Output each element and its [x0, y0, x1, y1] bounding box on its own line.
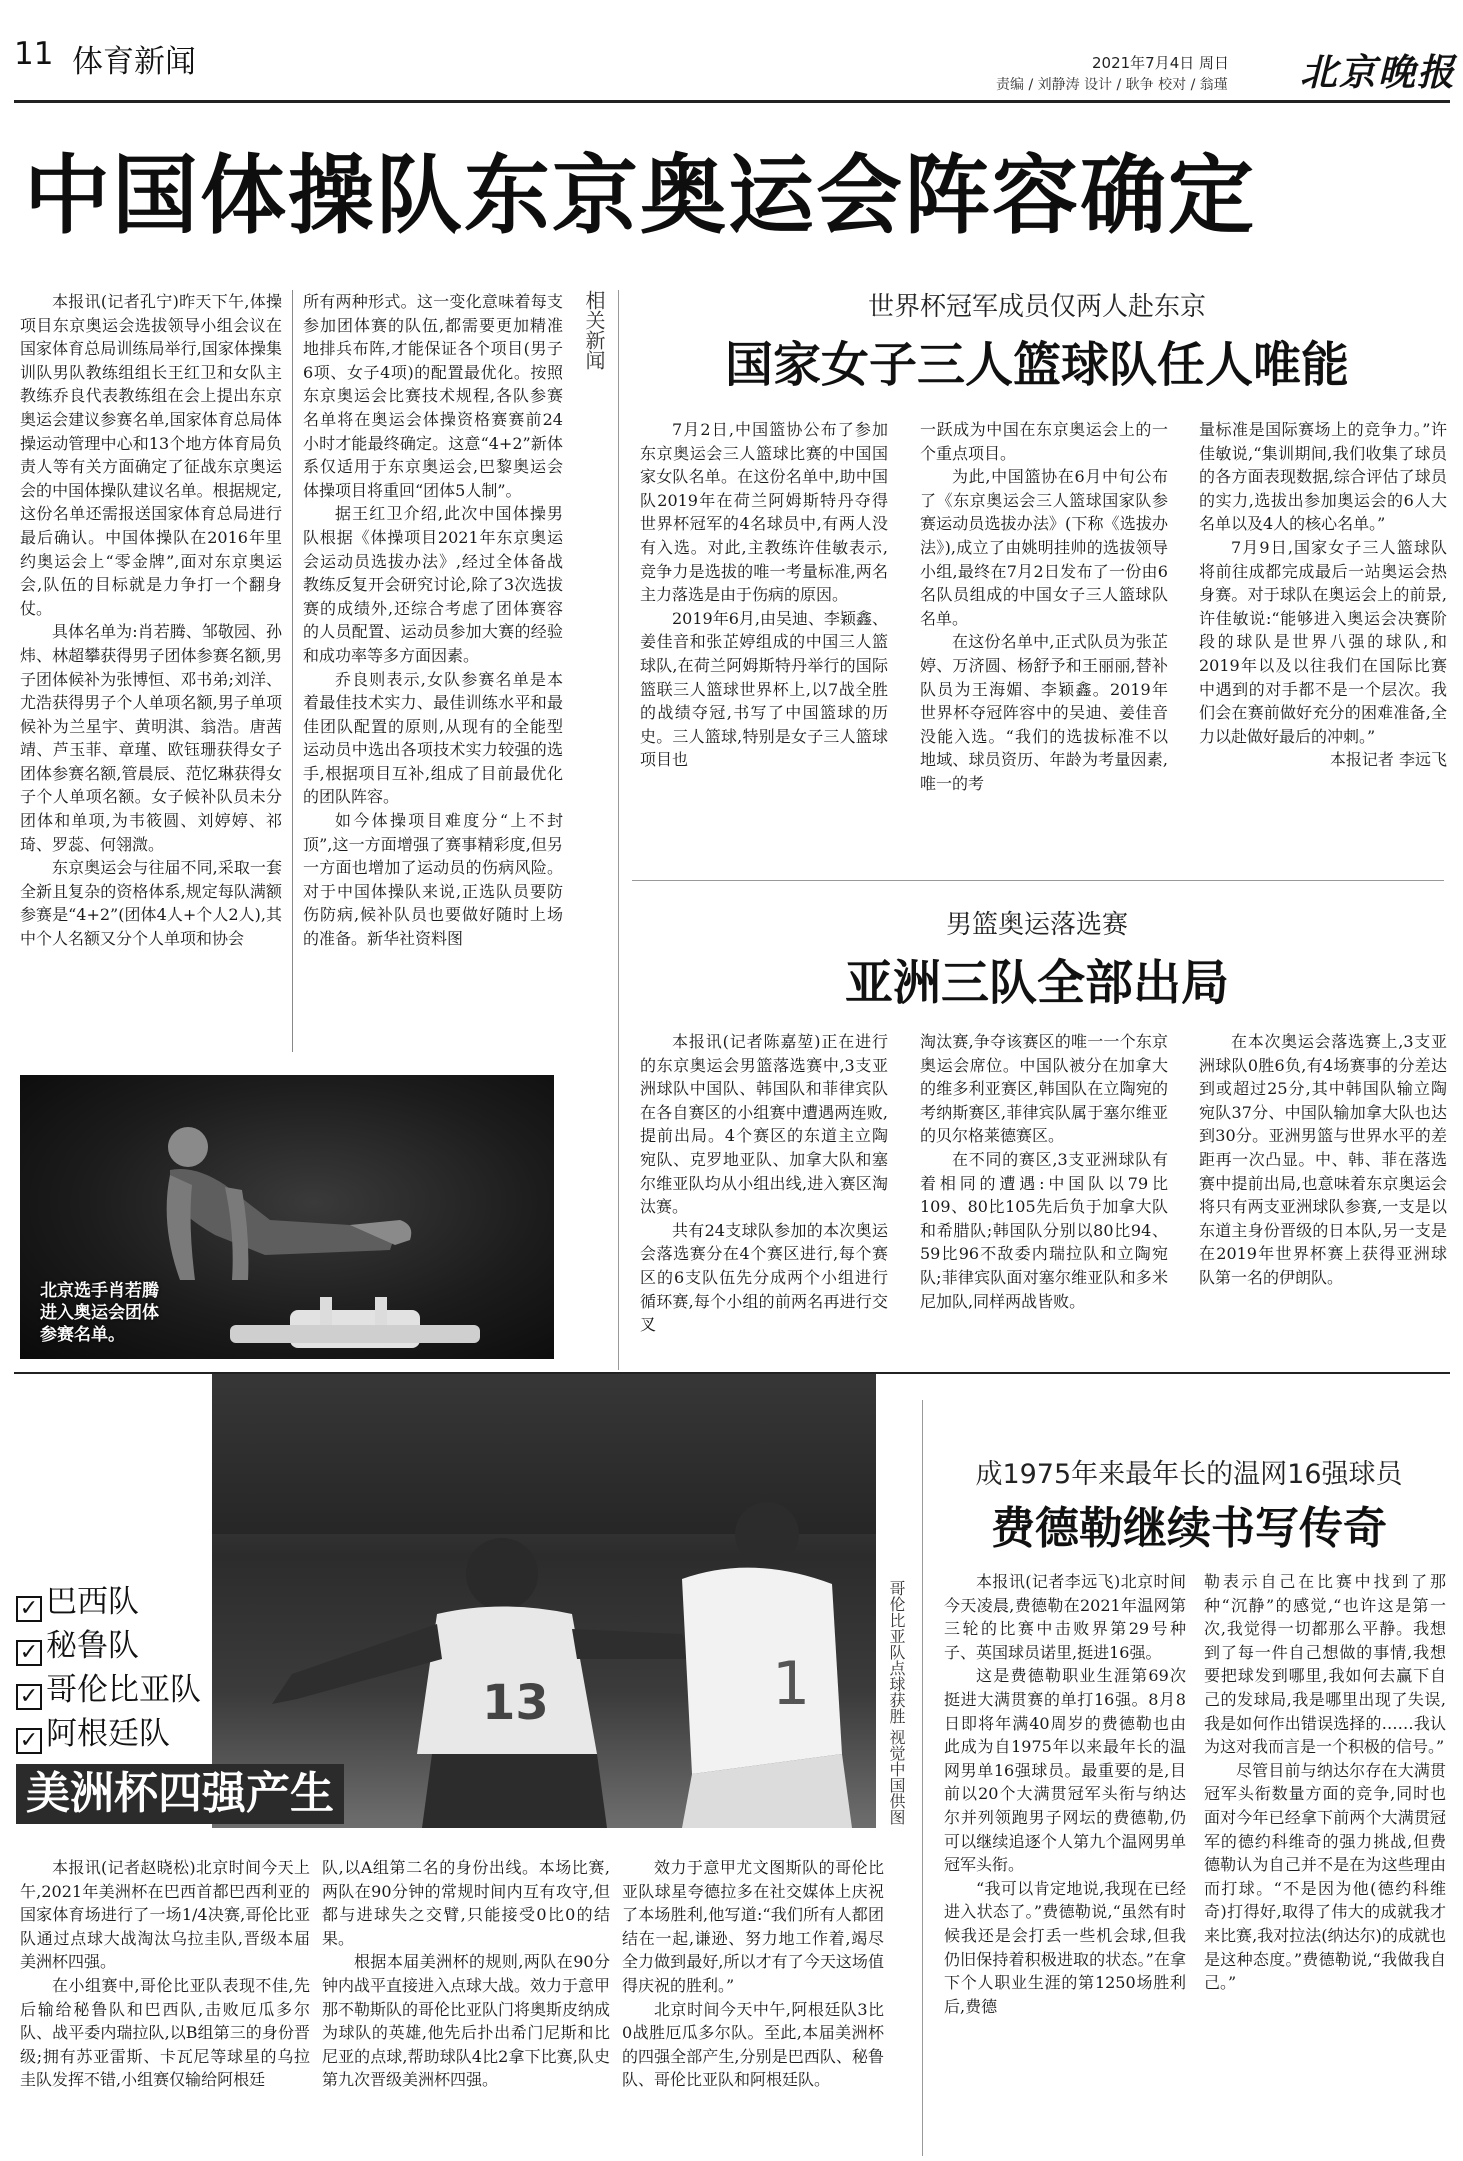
team-name: 秘鲁队	[46, 1628, 139, 1664]
basketball3-paragraph: 在这份名单中,正式队员为张芷婷、万济圆、杨舒予和王丽丽,替补队员为王海媚、李颖鑫。2019年世界杯夺冠阵容中的吴迪、姜佳音没能入选。“我们的选拔标准不以地域、球员资历、年龄为考量因素,唯一的考	[920, 632, 1168, 793]
related-divider	[618, 290, 619, 1370]
basketball3-headline: 国家女子三人篮球队任人唯能	[724, 337, 1349, 393]
lead-paragraph: 乔良则表示,女队参赛名单是本着最佳技术实力、最佳训练水平和最佳团队配置的原则,从现有的全能型运动员中选出各项技术实力较强的选手,根据项目互补,组成了目前最优化的团队阵容。	[303, 669, 563, 807]
mens-basket-paragraph: 在不同的赛区,3支亚洲球队有着相同的遭遇:中国队以79比109、80比105先后负于加拿大队和希腊队;韩国队分别以80比94、59比96不敌委内瑞拉队和立陶宛队;菲律宾队面对塞尔维亚队和多米尼加队,同样两战皆败。	[920, 1149, 1168, 1311]
credits-line: 责编 / 刘静涛 设计 / 耿争 校对 / 翁瑾	[996, 77, 1228, 93]
team-name: 哥伦比亚队	[46, 1672, 201, 1708]
mens-basket-column-3	[1199, 1030, 1447, 1360]
section-title: 体育新闻	[72, 44, 196, 80]
column-divider	[922, 1400, 923, 2156]
lead-column-1	[20, 290, 282, 1052]
federer-paragraph: 这是费德勒职业生涯第69次挺进大满贯赛的单打16强。8月8日即将年满40周岁的费德勒也由此成为自1975年以来最年长的温网男单16强球员。最重要的是,目前以20个大满贯冠军头衔与纳达尔并列领跑男子网坛的费德勒,仍可以继续追逐个人第九个温网男单冠军头衔。	[944, 1666, 1186, 1875]
mens-basket-paragraph: 本报讯(记者陈嘉堃)正在进行的东京奥运会男篮落选赛中,3支亚洲球队中国队、韩国队和菲律宾队在各自赛区的小组赛中遭遇两连败,提前出局。4个赛区的东道主立陶宛队、克罗地亚队、加拿大队和塞尔维亚队均从小组出线,进入赛区淘汰赛。	[640, 1032, 888, 1217]
section-rule	[632, 880, 1444, 881]
federer-paragraph: 勒表示自己在比赛中找到了那种“沉静”的感觉,“也许这是第一次,我觉得一切都那么平静。我想到了每一件自己想做的事情,我想要把球发到哪里,我如何去赢下自己的发球局,我是哪里出现了失误,我是如何作出错误选择的……我认为这对我而言是一个积极的信号。”	[1204, 1572, 1446, 1757]
mens-basket-paragraph: 在本次奥运会落选赛上,3支亚洲球队0胜6负,有4场赛事的分差达到或超过25分,其中韩国队输立陶宛队37分、中国队输加拿大队也达到30分。亚洲男篮与世界水平的差距再一次凸显。中、韩、菲在落选赛中提前出局,也意味着东京奥运会将只有两支亚洲球队参赛,一支是以东道主身份晋级的日本队,另一支是在2019年世界杯赛上获得亚洲球队第一名的伊朗队。	[1199, 1032, 1447, 1287]
checked-box-icon: ✓	[16, 1728, 42, 1754]
checkbox-item	[16, 1712, 201, 1756]
players-figure	[212, 1374, 876, 1828]
masthead-rule	[14, 100, 1450, 103]
team-name: 巴西队	[46, 1584, 139, 1620]
checked-box-icon: ✓	[16, 1596, 42, 1622]
federer-paragraph: “我可以肯定地说,我现在已经进入状态了。”费德勒说,“虽然有时候我还是会打丢一些机会球,但我仍旧保持着积极进取的状态。”在拿下个人职业生涯的第1250场胜利后,费德	[944, 1878, 1186, 2016]
mens-basket-column-2	[920, 1030, 1168, 1360]
copa-paragraph: 本报讯(记者赵晓松)北京时间今天上午,2021年美洲杯在巴西首都巴西利亚的国家体育场进行了一场1/4决赛,哥伦比亚队通过点球大战淘汰乌拉圭队,晋级本届美洲杯四强。	[20, 1858, 310, 1972]
lead-paragraph: 本报讯(记者孔宁)昨天下午,体操项目东京奥运会选拔领导小组会议在国家体育总局训练局举行,国家体操集训队男队教练组组长王红卫和女队主教练乔良代表教练组在会上提出东京奥运会建议参赛名单,国家体育总局体操运动管理中心和13个地方体育局负责人等有关方面确定了征战东京奥运会的中国体操队建议名单。根据规定,这份名单还需报送国家体育总局进行最后确认。中国体操队在2016年里约奥运会上“零金牌”,面对东京奥运会,队伍的目标就是力争打一个翻身仗。	[20, 292, 282, 618]
basketball3-byline: 本报记者 李远飞	[1329, 750, 1447, 770]
lead-paragraph: 东京奥运会与往届不同,采取一套全新且复杂的资格体系,规定每队满额参赛是“4+2”(团体4人+个人2人),其中个人名额又分个人单项和协会	[20, 858, 282, 949]
copa-paragraph: 根据本届美洲杯的规则,两队在90分钟内战平直接进入点球大战。效力于意甲那不勒斯队的哥伦比亚队门将奥斯皮纳成为球队的英雄,他先后扑出希门尼斯和比尼亚的点球,帮助球队4比2拿下比赛,队史第九次晋级美洲杯四强。	[322, 1952, 610, 2090]
federer-kicker: 成1975年来最年长的温网16强球员	[975, 1459, 1403, 1490]
basketball3-column-1	[640, 418, 888, 868]
mens-basket-column-1	[640, 1030, 888, 1360]
federer-headline: 费德勒继续书写传奇	[991, 1503, 1387, 1554]
basketball3-column-3	[1199, 418, 1447, 868]
checkbox-item	[16, 1668, 201, 1712]
federer-column-2	[1204, 1570, 1446, 2158]
federer-paragraph: 本报讯(记者李远飞)北京时间今天凌晨,费德勒在2021年温网第三轮的比赛中击败界第29号种子、英国球员诺里,挺进16强。	[944, 1572, 1186, 1662]
basketball3-kicker: 世界杯冠军成员仅两人赴东京	[867, 292, 1206, 322]
mens-basket-paragraph: 共有24支球队参加的本次奥运会落选赛分在4个赛区进行,每个赛区的6支队伍先分成两个小组进行循环赛,每个小组的前两名再进行交叉	[640, 1220, 888, 1335]
gymnast-photo-caption: 北京选手肖若腾进入奥运会团体参赛名单。	[40, 1281, 159, 1345]
basketball3-column-2	[920, 418, 1168, 868]
mens-basket-headline: 亚洲三队全部出局	[844, 955, 1229, 1011]
page-number: 11	[14, 36, 54, 72]
copa-column-3	[622, 1856, 884, 2156]
svg-text:1: 1	[772, 1649, 811, 1719]
basketball3-paragraph: 2019年6月,由吴迪、李颖鑫、姜佳音和张芷婷组成的中国三人篮球队,在荷兰阿姆斯特丹举行的国际篮联三人篮球世界杯上,以7战全胜的战绩夺冠,书写了中国篮球的历史。三人篮球,特别是女子三人篮球项目也	[640, 608, 888, 770]
lead-column-2	[303, 290, 563, 1052]
copa-column-1	[20, 1856, 310, 2156]
checked-box-icon: ✓	[16, 1640, 42, 1666]
related-news-label: 相关新闻	[582, 290, 606, 370]
copa-paragraph: 队,以A组第二名的身份出线。本场比赛,两队在90分钟的常规时间内互有攻守,但都与进球失之交臂,只能接受0比0的结果。	[322, 1858, 610, 1948]
checkbox-item	[16, 1580, 201, 1624]
basketball3-paragraph: 一跃成为中国在东京奥运会上的一个重点项目。	[920, 420, 1168, 463]
basketball3-paragraph: 为此,中国篮协在6月中旬公布了《东京奥运会三人篮球国家队参赛运动员选拔办法》(下称《选拔办法》),成立了由姚明挂帅的选拔领导小组,最终在7月2日发布了一份由6名队员组成的中国女子三人篮球队名单。	[920, 467, 1168, 628]
newspaper-logo: 北京晚报	[1300, 50, 1456, 94]
issue-date: 2021年7月4日 周日	[1092, 54, 1230, 72]
qualified-team-list	[16, 1580, 201, 1756]
checked-box-icon: ✓	[16, 1684, 42, 1710]
copa-paragraph: 在小组赛中,哥伦比亚队表现不佳,先后输给秘鲁队和巴西队,击败厄瓜多尔队、战平委内瑞拉队,以B组第三的身份晋级;拥有苏亚雷斯、卡瓦尼等球星的乌拉圭队发挥不错,小组赛仅输给阿根廷	[20, 1975, 310, 2090]
checkbox-item	[16, 1624, 201, 1668]
copa-paragraph: 北京时间今天中午,阿根廷队3比0战胜厄瓜多尔队。至此,本届美洲杯的四强全部产生,分别是巴西队、秘鲁队、哥伦比亚队和阿根廷队。	[622, 1999, 884, 2090]
copa-headline: 美洲杯四强产生	[16, 1764, 344, 1824]
federer-column-1	[944, 1570, 1186, 2158]
federer-paragraph: 尽管目前与纳达尔存在大满贯冠军头衔数量方面的竞争,同时也面对今年已经拿下前两个大满贯冠军的德约科维奇的强力挑战,但费德勒认为自己并不是在为这些理由而打球。“不是因为他(德约科维奇)打得好,取得了伟大的成就我才来比赛,我对拉法(纳达尔)的成就也是这种态度。”费德勒说,“我做我自己。”	[1204, 1760, 1446, 1993]
basketball3-paragraph: 7月9日,国家女子三人篮球队将前往成都完成最后一站奥运会热身赛。对于球队在奥运会上的前景,许佳敏说:“能够进入奥运会决赛阶段的球队是世界八强的球队,和2019年以及以往我们在国际比赛中遇到的对手都不是一个层次。我们会在赛前做好充分的困难准备,全力以赴做好最后的冲刺。”	[1199, 537, 1447, 746]
basketball3-paragraph: 7月2日,中国篮协公布了参加东京奥运会三人篮球比赛的中国国家女队名单。在这份名单中,助中国队2019年在荷兰阿姆斯特丹夺得世界杯冠军的4名球员中,有两人没有入选。对此,主教练许佳敏表示,竞争力是选拔的唯一考量标准,两名主力落选是由于伤病的原因。	[640, 420, 888, 605]
svg-text:13: 13	[482, 1675, 549, 1731]
copa-photo-credit: 哥伦比亚队点球获胜 视觉中国供图	[887, 1580, 906, 1826]
lead-paragraph: 所有两种形式。这一变化意味着每支参加团体赛的队伍,都需要更加精准地排兵布阵,才能保证各个项目(男子6项、女子4项)的配置最优化。按照东京奥运会比赛技术规程,各队参赛名单将在奥运会体操资格赛赛前24小时才能最终确定。这意“4+2”新体系仅适用于东京奥运会,巴黎奥运会体操项目将重回“团体5人制”。	[303, 292, 563, 500]
lead-paragraph: 如今体操项目难度分“上不封顶”,这一方面增强了赛事精彩度,但另一方面也增加了运动员的伤病风险。对于中国体操队来说,正选队员要防伤防病,候补队员也要做好随时上场的准备。新华社资料图	[303, 811, 563, 949]
mens-basket-kicker: 男篮奥运落选赛	[945, 910, 1128, 940]
basketball3-paragraph: 量标准是国际赛场上的竞争力。”许佳敏说,“集训期间,我们收集了球员的各方面表现数据,综合评估了球员的实力,选拔出参加奥运会的6人大名单以及4人的核心名单。”	[1199, 420, 1447, 534]
copa-paragraph: 效力于意甲尤文图斯队的哥伦比亚队球星夸德拉多在社交媒体上庆祝了本场胜利,他写道:“我们所有人都团结在一起,谦逊、努力地工作着,竭尽全力做到最好,所以才有了今天这场值得庆祝的胜利。”	[622, 1858, 884, 1995]
copa-column-2	[322, 1856, 610, 2156]
lead-paragraph: 据王红卫介绍,此次中国体操男队根据《体操项目2021年东京奥运会运动员选拔办法》,经过全体备战教练反复开会研究讨论,除了3次选拔赛的成绩外,还综合考虑了团体赛容的人员配置、运动员参加大赛的经验和成功率等多方面因素。	[303, 504, 563, 665]
lead-headline: 中国体操队东京奥运会阵容确定	[24, 146, 1256, 246]
column-divider	[292, 290, 293, 1052]
team-name: 阿根廷队	[46, 1716, 170, 1752]
mens-basket-paragraph: 淘汰赛,争夺该赛区的唯一一个东京奥运会席位。中国队被分在加拿大的维多利亚赛区,韩国队在立陶宛的考纳斯赛区,菲律宾队属于塞尔维亚的贝尔格莱德赛区。	[920, 1032, 1168, 1146]
lead-paragraph: 具体名单为:肖若腾、邹敬园、孙炜、林超攀获得男子团体参赛名额,男子团体候补为张博恒、邓书弟;刘洋、尤浩获得男子个人单项名额,男子单项候补为兰星宇、黄明淇、翁浩。唐茜靖、芦玉菲、章瑾、欧钰珊获得女子团体参赛名额,管晨辰、范忆琳获得女子个人单项名额。女子候补队员未分团体和单项,为韦筱圆、刘婷婷、祁琦、罗蕊、何翎溦。	[20, 622, 282, 854]
copa-photo	[212, 1374, 876, 1828]
